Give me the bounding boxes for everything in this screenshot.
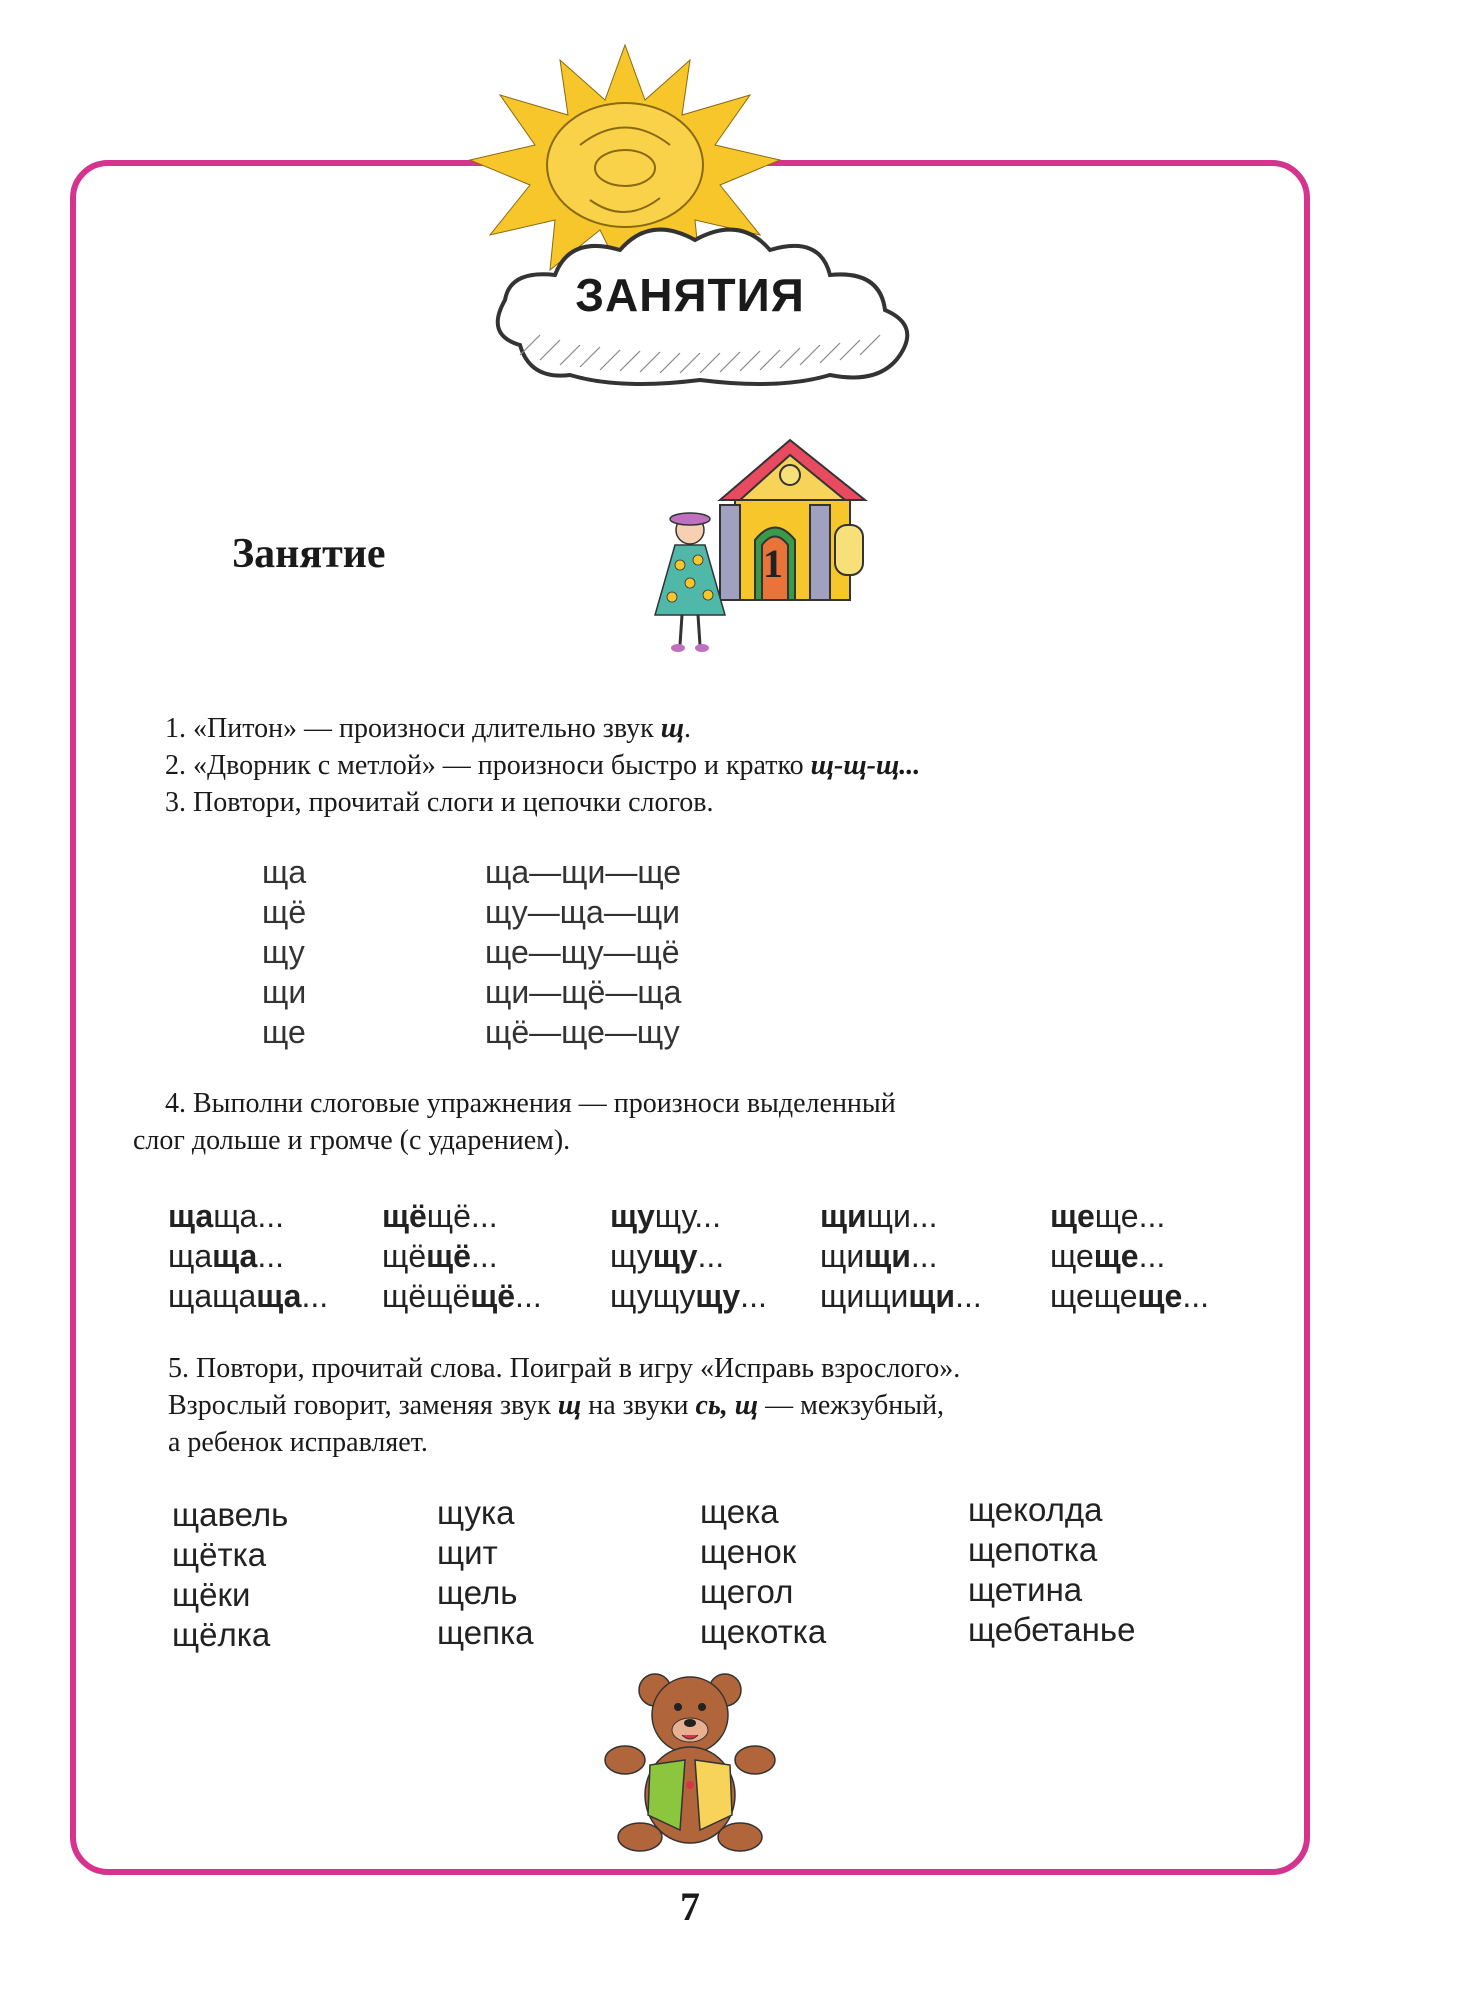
house-door-number: 1 xyxy=(763,541,783,586)
girl-illustration xyxy=(640,505,740,655)
bear-illustration xyxy=(600,1665,780,1855)
instruction-1: 1. «Питон» — произноси длительно звук щ. xyxy=(165,713,692,744)
page-number: 7 xyxy=(680,1884,700,1929)
syllable-chain-list: ща—щи—ще щу—ща—щи ще—щу—щё щи—щё—ща щё—ще—щу xyxy=(485,854,682,1050)
word-column-3: щека щенок щегол щекотка xyxy=(700,1493,827,1650)
lesson-title: Занятие xyxy=(232,531,386,577)
instruction-3: 3. Повтори, прочитай слоги и цепочки слогов. xyxy=(165,787,714,818)
banner-title: ЗАНЯТИЯ xyxy=(575,269,805,321)
word-column-4: щеколда щепотка щетина щебетанье xyxy=(968,1491,1136,1648)
instruction-2: 2. «Дворник с метлой» — произноси быстро и кратко щ-щ-щ... xyxy=(165,750,921,781)
syllable-list: ща щё щу щи ще xyxy=(262,854,307,1050)
stress-column-5: щеще... щеще... щещеще... xyxy=(1050,1198,1209,1314)
word-column-1: щавель щётка щёки щёлка xyxy=(172,1496,289,1653)
word-column-2: щука щит щель щепка xyxy=(437,1494,534,1651)
exercise-5-line-2: Взрослый говорит, заменяя звук щ на звуки сь, щ — межзубный, xyxy=(168,1390,945,1421)
stress-column-4: щищи... щищи... щищищи... xyxy=(820,1198,982,1314)
exercise-5-line-3: а ребенок исправляет. xyxy=(168,1427,428,1458)
stress-column-1: щаща... щаща... щащаща... xyxy=(168,1198,329,1314)
exercise-5-line-1: 5. Повтори, прочитай слова. Поиграй в игру «Исправь взрослого». xyxy=(168,1353,961,1384)
stress-column-2: щёщё... щёщё... щёщёщё... xyxy=(382,1198,542,1314)
exercise-4-line-1: 4. Выполни слоговые упражнения — произноси выделенный xyxy=(165,1088,896,1119)
exercise-4-line-2: слог дольше и громче (с ударением). xyxy=(133,1125,571,1156)
stress-column-3: щущу... щущу... щущущу... xyxy=(610,1198,767,1314)
